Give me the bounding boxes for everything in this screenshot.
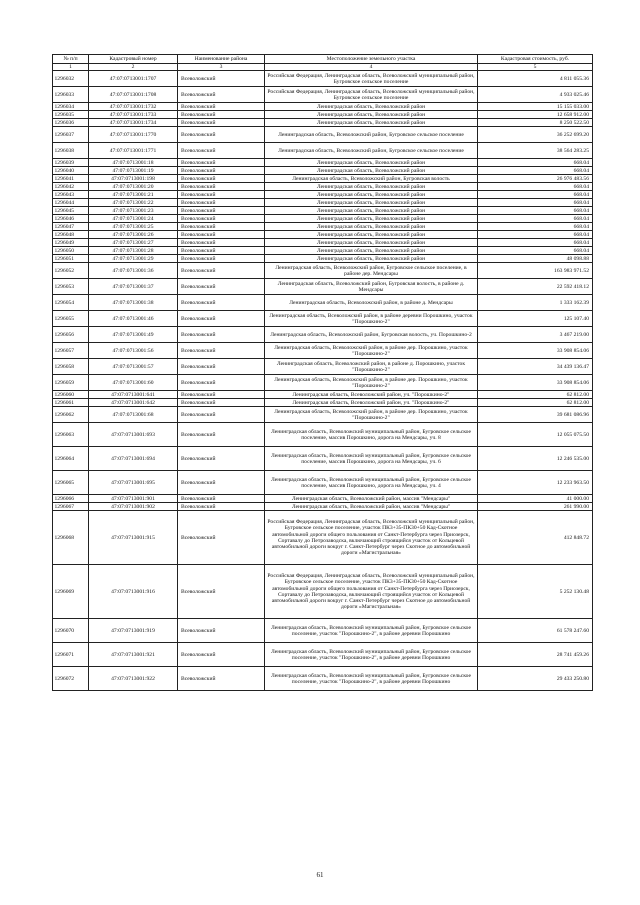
table-row [53,143,593,159]
cell-location: Ленинградская область, Всеволожский район, в районе д. Порошкино, участок "Порошкино-2" [265,359,478,375]
table-row [53,643,593,667]
cell-location: Ленинградская область, Всеволожский район [265,183,478,191]
cell-district: Всеволожский [178,447,265,471]
cell-cadastral-number: 47:07:0713001:694 [89,447,178,471]
cell-district: Всеволожский [178,565,265,619]
cell-location: Ленинградская область, Всеволожский район [265,167,478,175]
cell-cadastral-cost: 4 811 055.36 [478,71,593,87]
cell-number: 1296035 [53,111,89,119]
col-index: 5 [478,64,593,71]
cell-number: 1296043 [53,191,89,199]
cell-number: 1296046 [53,215,89,223]
table-row [53,279,593,295]
table-body [53,71,593,691]
cell-cadastral-cost: 33 908 854.06 [478,375,593,391]
table-row [53,231,593,239]
cell-cadastral-number: 47:07:0713001:28 [89,247,178,255]
cell-number: 1296068 [53,511,89,565]
cell-location: Ленинградская область, Всеволожский район, в районе дер. Порошкино, участок "Порошкино-2" [265,375,478,391]
cell-cadastral-cost: 668.04 [478,159,593,167]
cell-cadastral-number: 47:07:0713001:1734 [89,119,178,127]
cell-number: 1296047 [53,223,89,231]
cell-district: Всеволожский [178,207,265,215]
cell-number: 1296044 [53,199,89,207]
cell-district: Всеволожский [178,127,265,143]
cell-location: Ленинградская область, Всеволожский район [265,159,478,167]
table-row [53,207,593,215]
cell-district: Всеволожский [178,143,265,159]
cell-district: Всеволожский [178,223,265,231]
table-row [53,407,593,423]
cell-district: Всеволожский [178,215,265,223]
cell-location: Ленинградская область, Всеволожский муниципальный район, Бугровское сельское поселение, массив Порошкино, дорога на Мендсары, уч. 4 [265,471,478,495]
table-header-row [53,55,593,64]
cell-cadastral-cost: 12 246 535.00 [478,447,593,471]
cell-cadastral-cost: 668.04 [478,223,593,231]
cell-number: 1296070 [53,619,89,643]
cell-cadastral-number: 47:07:0713001:1707 [89,71,178,87]
cell-cadastral-cost: 33 908 854.06 [478,343,593,359]
cell-cadastral-cost: 668.04 [478,199,593,207]
cell-location: Ленинградская область, Всеволожский район [265,231,478,239]
cell-cadastral-cost: 12 233 963.50 [478,471,593,495]
table-row [53,311,593,327]
col-header-cost: Кадастровая стоимость, руб. [478,55,593,64]
cell-district: Всеволожский [178,667,265,691]
cell-cadastral-cost: 28 741 459.26 [478,643,593,667]
cell-location: Ленинградская область, Всеволожский муниципальный район, Бугровское сельское поселение, массив Порошкино, дорога на Мендсары, уч. 8 [265,423,478,447]
cell-number: 1296048 [53,231,89,239]
cell-location: Ленинградская область, Всеволожский район, в районе дер. Порошкино, участок "Порошкино-2" [265,343,478,359]
cell-district: Всеволожский [178,511,265,565]
table-row [53,191,593,199]
cell-cadastral-number: 47:07:0713001:36 [89,263,178,279]
cell-location: Ленинградская область, Всеволожский район [265,111,478,119]
cell-cadastral-number: 47:07:0713001:1770 [89,127,178,143]
cell-number: 1296045 [53,207,89,215]
cell-location: Ленинградская область, Всеволожский район [265,247,478,255]
cell-location: Ленинградская область, Всеволожский муниципальный район, Бугровское сельское поселение, участок "Порошкино-2", в районе деревни Порошкино [265,619,478,643]
table-index-row [53,64,593,71]
cell-cadastral-cost: 4 933 025.46 [478,87,593,103]
cell-number: 1296067 [53,503,89,511]
cell-location: Ленинградская область, Всеволожский район [265,215,478,223]
table-row [53,167,593,175]
table-row [53,565,593,619]
cell-cadastral-number: 47:07:0713001:60 [89,375,178,391]
cell-cadastral-cost: 12 055 075.50 [478,423,593,447]
cell-cadastral-number: 47:07:0713001:46 [89,311,178,327]
col-index: 2 [89,64,178,71]
table-row [53,71,593,87]
cell-cadastral-cost: 125 107.40 [478,311,593,327]
cell-cadastral-number: 47:07:0713001:27 [89,239,178,247]
cell-number: 1296055 [53,311,89,327]
table-row [53,391,593,399]
cell-number: 1296037 [53,127,89,143]
cell-cadastral-cost: 38 564 283.25 [478,143,593,159]
cell-cadastral-number: 47:07:0713001:68 [89,407,178,423]
cell-number: 1296056 [53,327,89,343]
cell-cadastral-number: 47:07:0713001:57 [89,359,178,375]
table-row [53,87,593,103]
cell-district: Всеволожский [178,503,265,511]
cell-number: 1296038 [53,143,89,159]
cell-number: 1296057 [53,343,89,359]
cell-cadastral-number: 47:07:0713001:20 [89,183,178,191]
cell-location: Ленинградская область, Всеволожский район, массив "Мендсары" [265,503,478,511]
col-header-cadastral: Кадастровый номер [89,55,178,64]
cell-cadastral-number: 47:07:0713001:1733 [89,111,178,119]
cell-location: Российская Федерация, Ленинградская область, Всеволожский муниципальный район, Бугровское сельское поселение, участок ПК3+35-ПК30+50 Кад-Скотное автомобильной дороги общего пользования от Санкт-Петербурга через Приозерск, Сортавалу до Петрозаводска, включающий строящийся участок от Кольцевой автомобильной дороги вокруг г. Санкт-Петербург через Скотное до автомобильной дороги «Магистральная» [265,511,478,565]
cell-cadastral-cost: 48 098.88 [478,255,593,263]
cell-location: Ленинградская область, Всеволожский район, Бугровское сельское поселение [265,143,478,159]
table-row [53,199,593,207]
cell-district: Всеволожский [178,247,265,255]
cell-location: Ленинградская область, Всеволожский район [265,207,478,215]
cell-cadastral-number: 47:07:0713001:22 [89,199,178,207]
cell-location: Ленинградская область, Всеволожский район [265,199,478,207]
cell-cadastral-cost: 5 252 130.48 [478,565,593,619]
cell-location: Ленинградская область, Всеволожский муниципальный район, Бугровское сельское поселение, участок "Порошкино-2", в районе деревни Порошкино [265,643,478,667]
cell-number: 1296049 [53,239,89,247]
cell-number: 1296061 [53,399,89,407]
cell-location: Российская Федерация, Ленинградская область, Всеволожский муниципальный район, Бугровское сельское поселение [265,87,478,103]
cell-district: Всеволожский [178,471,265,495]
cell-cadastral-cost: 34 439 136.47 [478,359,593,375]
table-row [53,327,593,343]
cell-cadastral-cost: 261 990.00 [478,503,593,511]
cell-district: Всеволожский [178,407,265,423]
cell-location: Ленинградская область, Всеволожский район, Бугровская волость, в районе д. Мендсары [265,279,478,295]
cell-location: Ленинградская область, Всеволожский район, в районе д. Мендсары [265,295,478,311]
table-row [53,295,593,311]
cell-cadastral-cost: 3 467 219.00 [478,327,593,343]
table-row [53,495,593,503]
table-row [53,359,593,375]
cell-district: Всеволожский [178,423,265,447]
cell-district: Всеволожский [178,391,265,399]
cell-district: Всеволожский [178,159,265,167]
cell-district: Всеволожский [178,175,265,183]
cell-location: Ленинградская область, Всеволожский район, Бугровская волость, уч. Порошкино-2 [265,327,478,343]
cell-cadastral-number: 47:07:0713001:1732 [89,103,178,111]
table-row [53,215,593,223]
cell-cadastral-cost: 62 812.00 [478,391,593,399]
table-row [53,183,593,191]
cell-location: Ленинградская область, Всеволожский район, Бугровское сельское поселение [265,127,478,143]
cell-cadastral-number: 47:07:0713001:641 [89,391,178,399]
table-row [53,223,593,231]
cell-cadastral-number: 47:07:0713001:1771 [89,143,178,159]
cell-district: Всеволожский [178,255,265,263]
document-page [52,54,592,691]
cell-cadastral-number: 47:07:0713001:26 [89,231,178,239]
cell-district: Всеволожский [178,191,265,199]
cell-cadastral-number: 47:07:0713001:29 [89,255,178,263]
cell-cadastral-number: 47:07:0713001:19 [89,167,178,175]
cell-district: Всеволожский [178,643,265,667]
cell-district: Всеволожский [178,103,265,111]
table-row [53,667,593,691]
cell-cadastral-number: 47:07:0713001:21 [89,191,178,199]
cell-cadastral-number: 47:07:0713001:693 [89,423,178,447]
cell-cadastral-cost: 668.04 [478,247,593,255]
cell-number: 1296052 [53,263,89,279]
cell-district: Всеволожский [178,87,265,103]
cell-cadastral-cost: 412 848.72 [478,511,593,565]
cell-cadastral-number: 47:07:0713001:24 [89,215,178,223]
cell-district: Всеволожский [178,327,265,343]
cell-number: 1296051 [53,255,89,263]
cell-number: 1296041 [53,175,89,183]
cell-district: Всеволожский [178,111,265,119]
cell-district: Всеволожский [178,199,265,207]
cell-cadastral-cost: 39 681 086.96 [478,407,593,423]
table-row [53,263,593,279]
cell-number: 1296036 [53,119,89,127]
cell-district: Всеволожский [178,375,265,391]
cell-location: Ленинградская область, Всеволожский район [265,191,478,199]
table-row [53,119,593,127]
table-row [53,471,593,495]
table-row [53,111,593,119]
cell-district: Всеволожский [178,167,265,175]
cell-cadastral-cost: 1 333 162.39 [478,295,593,311]
cell-cadastral-cost: 36 252 699.20 [478,127,593,143]
cell-cadastral-cost: 668.04 [478,231,593,239]
cell-cadastral-cost: 668.04 [478,183,593,191]
cell-cadastral-cost: 163 983 971.52 [478,263,593,279]
table-row [53,399,593,407]
cell-location: Ленинградская область, Всеволожский район, Бугровская волость [265,175,478,183]
cell-cadastral-number: 47:07:0713001:56 [89,343,178,359]
table-row [53,619,593,643]
table-row [53,239,593,247]
cell-location: Ленинградская область, Всеволожский район [265,119,478,127]
cell-location: Ленинградская область, Всеволожский муниципальный район, Бугровское сельское поселение, участок "Порошкино-2", в районе деревни Порошкино [265,667,478,691]
cell-cadastral-cost: 62 812.00 [478,399,593,407]
cell-district: Всеволожский [178,183,265,191]
cell-location: Российская Федерация, Ленинградская область, Всеволожский муниципальный район, Бугровское сельское поселение [265,71,478,87]
cell-cadastral-cost: 15 155 033.00 [478,103,593,111]
cell-location: Ленинградская область, Всеволожский район [265,255,478,263]
col-index: 4 [265,64,478,71]
cell-number: 1296069 [53,565,89,619]
cell-cadastral-cost: 668.04 [478,207,593,215]
cell-cadastral-cost: 668.04 [478,167,593,175]
table-row [53,247,593,255]
cell-district: Всеволожский [178,71,265,87]
table-row [53,103,593,111]
cell-number: 1296064 [53,447,89,471]
cell-location: Ленинградская область, Всеволожский район, в районе дер. Порошкино, участок "Порошкино-2" [265,407,478,423]
col-index: 1 [53,64,89,71]
cell-cadastral-number: 47:07:0713001:38 [89,295,178,311]
cell-district: Всеволожский [178,495,265,503]
cell-cadastral-number: 47:07:0713001:921 [89,643,178,667]
cell-location: Ленинградская область, Всеволожский район [265,223,478,231]
table-row [53,375,593,391]
cell-location: Ленинградская область, Всеволожский район [265,239,478,247]
cell-number: 1296039 [53,159,89,167]
table-row [53,503,593,511]
cell-district: Всеволожский [178,263,265,279]
cell-cadastral-number: 47:07:0713001:642 [89,399,178,407]
cell-number: 1296063 [53,423,89,447]
cell-cadastral-number: 47:07:0713001:901 [89,495,178,503]
cell-cadastral-cost: 29 433 250.80 [478,667,593,691]
table-row [53,447,593,471]
cell-district: Всеволожский [178,119,265,127]
cell-cadastral-number: 47:07:0713001:198 [89,175,178,183]
cell-number: 1296032 [53,71,89,87]
cell-cadastral-number: 47:07:0713001:915 [89,511,178,565]
cell-number: 1296065 [53,471,89,495]
cell-number: 1296054 [53,295,89,311]
cell-district: Всеволожский [178,279,265,295]
cell-cadastral-number: 47:07:0713001:49 [89,327,178,343]
col-header-district: Наименование района [178,55,265,64]
cell-number: 1296058 [53,359,89,375]
cell-location: Ленинградская область, Всеволожский район, уч. "Порошкино-2" [265,399,478,407]
cell-number: 1296040 [53,167,89,175]
cell-number: 1296072 [53,667,89,691]
cell-cadastral-number: 47:07:0713001:37 [89,279,178,295]
cell-cadastral-cost: 22 592 418.12 [478,279,593,295]
cell-cadastral-cost: 26 976 483.56 [478,175,593,183]
cell-number: 1296050 [53,247,89,255]
cell-cadastral-cost: 41 000.00 [478,495,593,503]
cell-cadastral-number: 47:07:0713001:916 [89,565,178,619]
cell-district: Всеволожский [178,295,265,311]
cell-number: 1296059 [53,375,89,391]
cell-cadastral-number: 47:07:0713001:1708 [89,87,178,103]
cell-number: 1296034 [53,103,89,111]
cell-cadastral-cost: 12 658 912.00 [478,111,593,119]
page-number: 61 [316,871,324,879]
table-row [53,423,593,447]
cell-number: 1296060 [53,391,89,399]
cell-cadastral-cost: 668.04 [478,215,593,223]
cell-cadastral-cost: 8 250 522.50 [478,119,593,127]
cell-number: 1296053 [53,279,89,295]
cell-location: Ленинградская область, Всеволожский район, Бугровское сельское поселение, в районе дер. Мендсары [265,263,478,279]
cell-number: 1296071 [53,643,89,667]
cell-number: 1296042 [53,183,89,191]
cell-cadastral-cost: 61 578 247.60 [478,619,593,643]
cell-location: Ленинградская область, Всеволожский муниципальный район, Бугровское сельское поселение, массив Порошкино, дорога на Мендсары, уч. 6 [265,447,478,471]
cell-district: Всеволожский [178,343,265,359]
cell-location: Ленинградская область, Всеволожский район, массив "Мендсары" [265,495,478,503]
cell-number: 1296066 [53,495,89,503]
cell-district: Всеволожский [178,619,265,643]
cell-cadastral-number: 47:07:0713001:902 [89,503,178,511]
cadastral-table [52,54,593,691]
cell-cadastral-number: 47:07:0713001:23 [89,207,178,215]
cell-cadastral-number: 47:07:0713001:18 [89,159,178,167]
table-row [53,511,593,565]
cell-location: Ленинградская область, Всеволожский район, уч. "Порошкино-2" [265,391,478,399]
cell-location: Ленинградская область, Всеволожский район [265,103,478,111]
col-index: 3 [178,64,265,71]
table-row [53,343,593,359]
cell-cadastral-cost: 668.04 [478,191,593,199]
cell-cadastral-cost: 668.04 [478,239,593,247]
cell-location: Ленинградская область, Всеволожский район, в районе деревни Порошкино, участок "Порошкино-2" [265,311,478,327]
col-header-location: Местоположение земельного участка [265,55,478,64]
cell-cadastral-number: 47:07:0713001:919 [89,619,178,643]
cell-number: 1296033 [53,87,89,103]
table-row [53,175,593,183]
cell-location: Российская Федерация, Ленинградская область, Всеволожский муниципальный район, Бугровское сельское поселение, участок ПК3+35-ПК30+50 Кад-Скотное автомобильной дороги общего пользования от Санкт-Петербурга через Приозерск, Сортавалу до Петрозаводска, включающий строящийся участок от Кольцевой автомобильной дороги вокруг г. Санкт-Петербург через Скотное до автомобильной дороги «Магистральная» [265,565,478,619]
cell-number: 1296062 [53,407,89,423]
cell-district: Всеволожский [178,231,265,239]
table-row [53,127,593,143]
col-header-number: № п/п [53,55,89,64]
cell-district: Всеволожский [178,359,265,375]
cell-cadastral-number: 47:07:0713001:25 [89,223,178,231]
table-row [53,255,593,263]
cell-district: Всеволожский [178,399,265,407]
table-row [53,159,593,167]
cell-cadastral-number: 47:07:0713001:695 [89,471,178,495]
cell-district: Всеволожский [178,311,265,327]
cell-cadastral-number: 47:07:0713001:922 [89,667,178,691]
cell-district: Всеволожский [178,239,265,247]
